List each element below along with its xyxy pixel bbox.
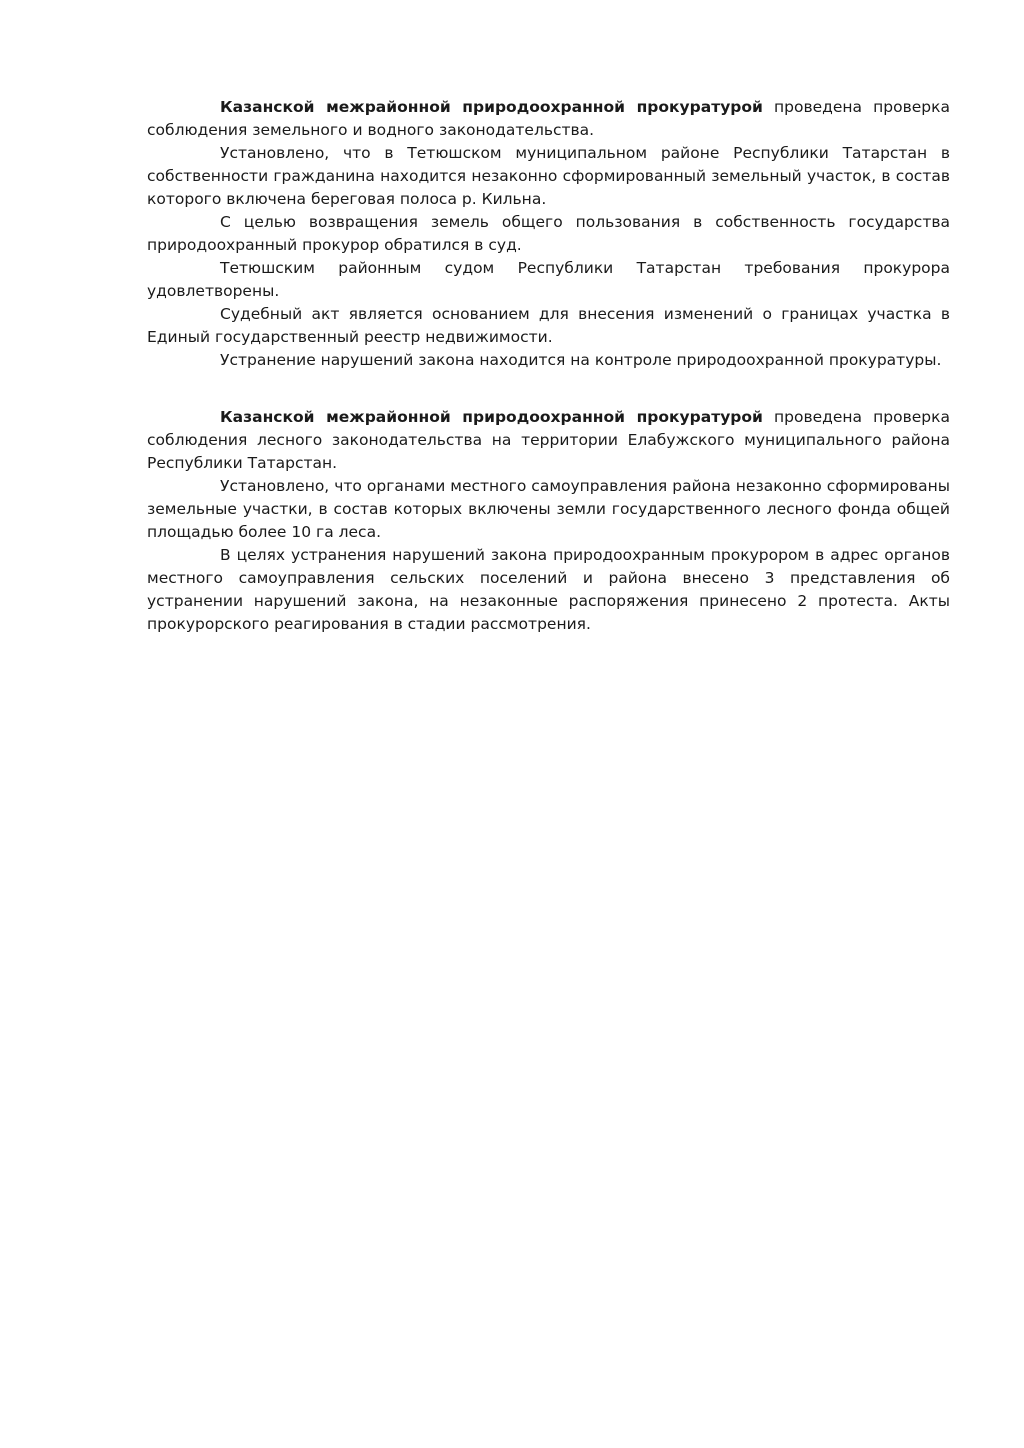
paragraph bbox=[147, 142, 950, 211]
paragraph bbox=[147, 349, 950, 372]
article-block-2 bbox=[147, 406, 950, 636]
paragraph-lead: Казанской межрайонной природоохранной прокуратурой bbox=[220, 408, 763, 426]
article-block-1 bbox=[147, 96, 950, 372]
paragraph-text: С целью возвращения земель общего пользования в собственность государства природоохранный прокурор обратился в суд. bbox=[147, 213, 950, 254]
paragraph-text: В целях устранения нарушений закона природоохранным прокурором в адрес органов местного самоуправления сельских поселений и района внесено 3 представления об устранении нарушений закона, на незаконные распоряжения принесено 2 протеста. Акты прокурорского реагирования в стадии рассмотрения. bbox=[147, 546, 950, 633]
paragraph-text: Устранение нарушений закона находится на контроле природоохранной прокуратуры. bbox=[220, 351, 942, 369]
paragraph bbox=[147, 96, 950, 142]
paragraph-text: проведена проверка соблюдения лесного законодательства на территории Елабужского муниципального района Республики Татарстан. bbox=[147, 408, 950, 472]
paragraph-text: Установлено, что в Тетюшском муниципальном районе Республики Татарстан в собственности гражданина находится незаконно сформированный земельный участок, в состав которого включена береговая полоса р. Кильна. bbox=[147, 144, 950, 208]
paragraph bbox=[147, 257, 950, 303]
document-body bbox=[147, 96, 950, 636]
paragraph bbox=[147, 211, 950, 257]
paragraph-text: проведена проверка соблюдения земельного и водного законодательства. bbox=[147, 98, 950, 139]
paragraph-text: Установлено, что органами местного самоуправления района незаконно сформированы земельные участки, в состав которых включены земли государственного лесного фонда общей площадью более 10 га леса. bbox=[147, 477, 950, 541]
paragraph bbox=[147, 303, 950, 349]
paragraph bbox=[147, 544, 950, 636]
paragraph bbox=[147, 475, 950, 544]
paragraph-text: Судебный акт является основанием для внесения изменений о границах участка в Единый государственный реестр недвижимости. bbox=[147, 305, 950, 346]
paragraph-text: Тетюшским районным судом Республики Татарстан требования прокурора удовлетворены. bbox=[147, 259, 950, 300]
paragraph bbox=[147, 406, 950, 475]
paragraph-lead: Казанской межрайонной природоохранной прокуратурой bbox=[220, 98, 763, 116]
